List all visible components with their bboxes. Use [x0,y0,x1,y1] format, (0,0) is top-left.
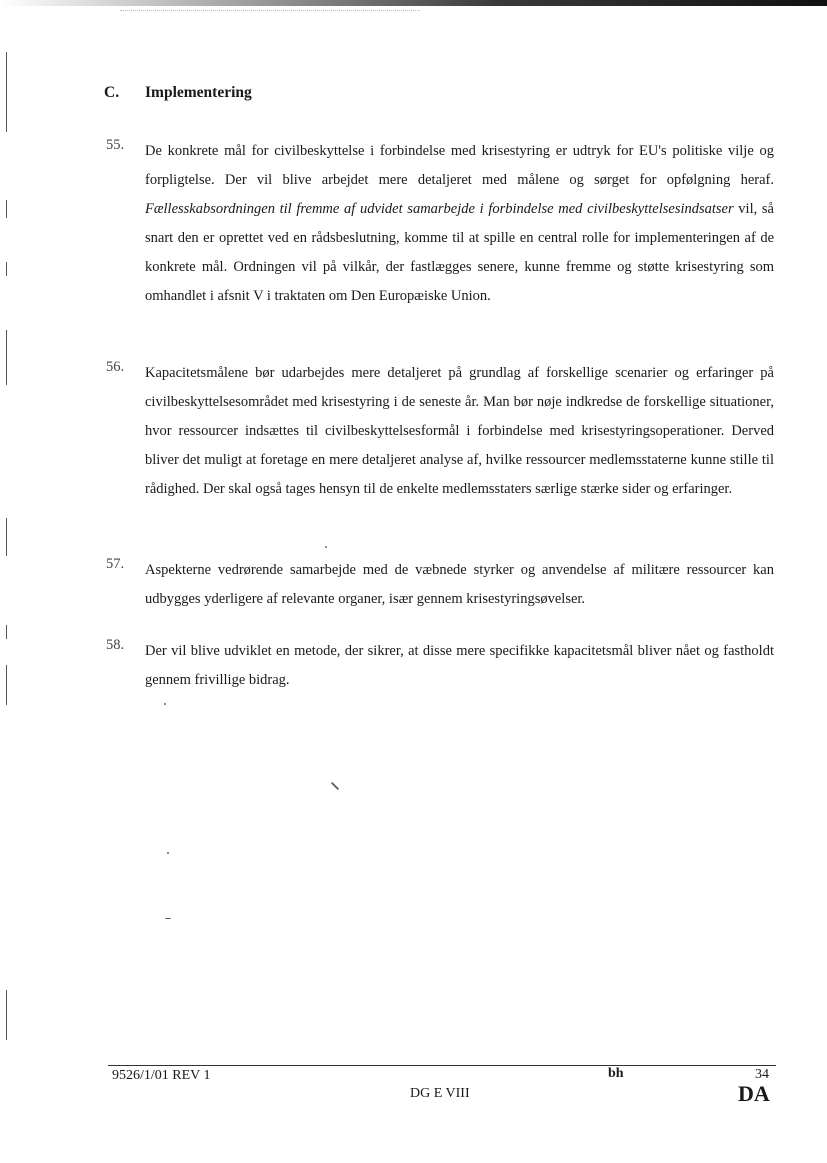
paragraph-text [145,137,774,311]
paragraph-57 [104,556,774,614]
scan-artifact-line [6,200,7,218]
scan-speck [325,546,327,548]
paragraph-text-part: De konkrete mål for civilbeskyttelse i forbindelse med krisestyring er udtryk for EU's politiske vilje og forpligtelse. Der vil blive arbejdet mere detaljeret med målene og sørget for opfølgning heraf. [145,143,774,188]
scan-artifact-line [6,625,7,639]
scan-speck [164,703,166,705]
footer-divider [108,1065,776,1066]
paragraph-58 [104,637,774,695]
scan-artifact-line [6,52,7,132]
scan-speck [167,852,169,854]
scan-artifact-line [6,518,7,556]
scan-artifact-line [6,262,7,276]
paragraph-text: Der vil blive udviklet en metode, der sikrer, at disse mere specifikke kapacitetsmål bliver nået og fastholdt gennem frivillige bidrag. [145,643,774,688]
paragraph-number: 55. [106,137,125,153]
document-reference: 9526/1/01 REV 1 [112,1068,211,1083]
scan-speck [331,782,339,790]
paragraph-number: 57. [106,556,125,572]
paragraph-text-part: vil, så snart den er oprettet ved en rådsbeslutning, komme til at spille en central rolle for implementeringen af de konkrete mål. Ordningen vil på vilkår, der fastlægges senere, kunne fremme og støtte krisestyring som omhandlet i afsnit V i traktaten om Den Europæiske Union. [145,201,774,304]
scan-top-edge [0,0,827,6]
scan-fax-header-noise [120,10,420,19]
directorate-label: DG E VIII [410,1086,470,1101]
section-letter: C. [104,84,120,101]
section-title: Implementering [145,84,252,101]
scan-artifact-line [6,665,7,705]
paragraph-number: 58. [106,637,125,653]
paragraph-56 [104,359,774,504]
author-initials: bh [608,1066,624,1081]
paragraph-number: 56. [106,359,125,375]
paragraph-text: Aspekterne vedrørende samarbejde med de væbnede styrker og anvendelse af militære ressourcer kan udbygges yderligere af relevante organer, især gennem krisestyringsøvelser. [145,562,774,607]
paragraph-italic-term: Fællesskabsordningen til fremme af udvidet samarbejde i forbindelse med civilbeskyttelsesindsatser [145,201,734,217]
paragraph-text: Kapacitetsmålene bør udarbejdes mere detaljeret på grundlag af forskellige scenarier og erfaringer på civilbeskyttelsesområdet med krisestyring i de seneste år. Man bør nøje indkredse de forskellige situationer, hvor ressourcer indsættes til civilbeskyttelsesformål i forbindelse med krisestyringsoperationer. Derved bliver det muligt at foretage en mere detaljeret analyse af, hvilke ressourcer medlemsstaterne kunne stille til rådighed. Der skal også tages hensyn til de enkelte medlemsstaters særlige stærke sider og erfaringer. [145,365,774,497]
scan-speck [165,918,171,919]
language-code: DA [738,1081,770,1106]
scan-artifact-line [6,990,7,1040]
page-number: 34 [755,1067,769,1082]
paragraph-55 [104,137,774,311]
scan-artifact-line [6,330,7,385]
